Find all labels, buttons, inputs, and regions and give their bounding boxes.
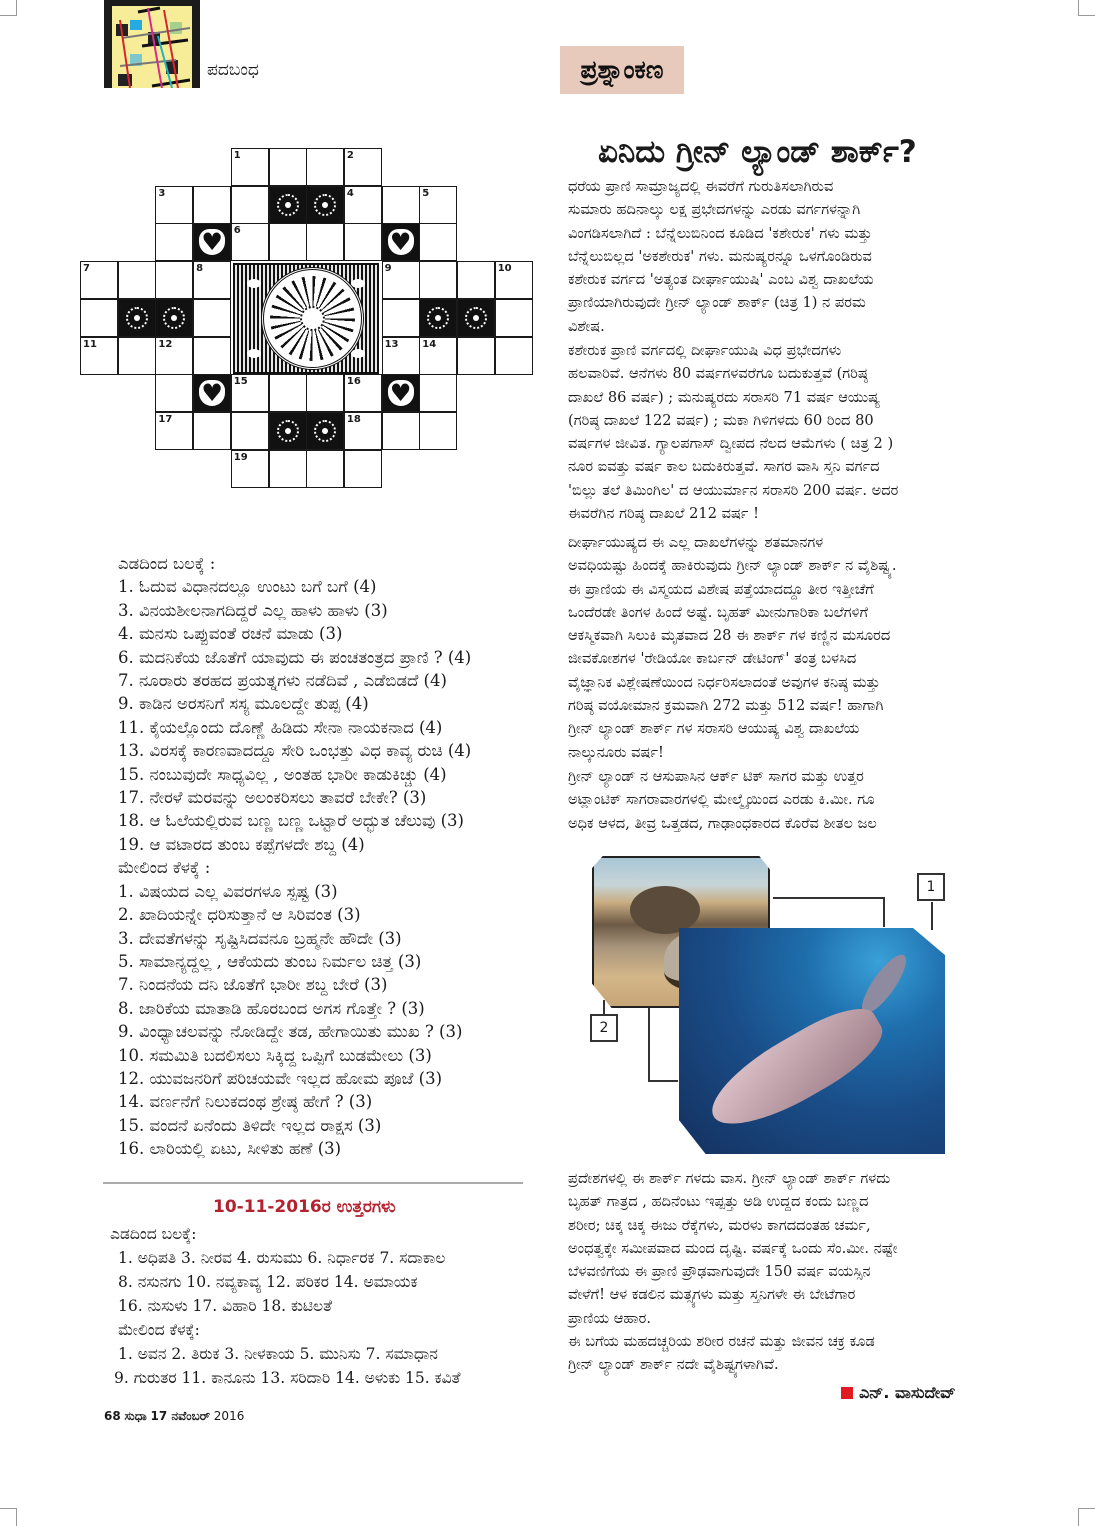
mandala-pattern	[270, 276, 355, 361]
crossword-cell[interactable]	[419, 412, 457, 450]
article-paragraph	[568, 765, 998, 835]
section-heading: ಪ್ರಶ್ನಾಂಕಣ	[560, 46, 684, 94]
clue: 13. ವಿರಸಕ್ಕೆ ಕಾರಣವಾದದ್ದೂ ಸೇರಿ ಒಂಭತ್ತು ವಿಧ ಕಾವ್ಯ ರುಚಿ (4)	[118, 741, 472, 761]
crossword-cell[interactable]	[193, 186, 231, 224]
cell-number: 11	[83, 338, 97, 350]
cell-number: 10	[497, 263, 512, 275]
flower-icon	[277, 194, 299, 216]
crop-mark	[1078, 1508, 1095, 1526]
clue: 7. ನಿಂದನೆಯ ದನಿ ಜೊತೆಗೆ ಭಾರೀ ಶಬ್ದ ಬೇರೆ (3)	[118, 975, 388, 995]
text-line: ಗ್ರೀನ್ ಲ್ಯಾಂಡ್ ಶಾರ್ಕ್ ನದೇ ವೈಶಿಷ್ಟ್ಯಗಳಾಗಿವೆ.	[568, 1356, 779, 1374]
text-line: ಹಲವಾರಿವೆ. ಆನೆಗಳು 80 ವರ್ಷಗಳವರೆಗೂ ಬದುಕುತ್ತವೆ (ಗರಿಷ್ಠ	[568, 365, 868, 383]
crossword-cell[interactable]	[419, 374, 457, 412]
crossword-cell[interactable]	[155, 223, 193, 261]
answers-line: 1. ಅಧಿಪತಿ 3. ನೀರವ 4. ರುಸುಮು 6. ನಿರ್ಧಾರಕ 7. ಸದಾಕಾಲ	[118, 1249, 446, 1267]
text-line: ಬೆಳವಣಿಗೆಯ ಈ ಪ್ರಾಣಿ ಪ್ರೌಢವಾಗುವುದೇ 150 ವರ್ಷ ವಯಸ್ಸಿನ	[568, 1263, 871, 1281]
answers-line: 1. ಅವನ 2. ತಿರುಕ 3. ನೀಳಕಾಯ 5. ಮುನಿಸು 7. ಸಮಾಧಾನ	[118, 1345, 438, 1363]
clue: 17. ನೇರಳೆ ಮರವನ್ನು ಅಲಂಕರಿಸಲು ತಾವರೆ ಬೇಕೇ? (3)	[118, 788, 427, 808]
mandala-core	[300, 306, 325, 331]
figure-label-2: 2	[590, 1014, 618, 1042]
crossword-block	[269, 186, 307, 224]
clue-heading: ಎಡದಿಂದ ಬಲಕ್ಕೆ :	[118, 554, 216, 573]
crossword-cell[interactable]	[344, 374, 382, 412]
crossword-cell[interactable]	[231, 412, 269, 450]
crossword-cell[interactable]	[382, 299, 420, 337]
text-line: ಪ್ರಾಣಿಯ ಆಹಾರ.	[568, 1309, 652, 1327]
cell-number: 14	[422, 338, 437, 350]
text-line: ಗ್ರೀನ್ ಲ್ಯಾಂಡ್ ನ ಆಸುಪಾಸಿನ ಆರ್ಕ್ ಟಿಕ್ ಸಾಗರ ಮತ್ತು ಉತ್ತರ	[568, 768, 864, 785]
mandala-disc	[261, 267, 364, 370]
crossword-cell[interactable]	[306, 374, 344, 412]
crossword-block	[306, 412, 344, 450]
flower-icon	[314, 194, 336, 216]
crossword-cell[interactable]	[457, 337, 495, 375]
text-line: ಈ ಪ್ರಾಣಿಯ ಈ ವಿಸ್ಮಯದ ವಿಶೇಷ ಪತ್ತೆಯಾದದ್ದೂ ತೀರ ಇತ್ತೀಚೆಗೆ	[568, 580, 874, 598]
crossword-block	[457, 299, 495, 337]
clue: 4. ಮನಸು ಒಪ್ಪುವಂತೆ ರಚನೆ ಮಾಡು (3)	[118, 624, 343, 644]
author-name: ಎನ್. ವಾಸುದೇವ್	[859, 1383, 956, 1402]
answers-heading: ಮೇಲಿಂದ ಕೆಳಕ್ಕೆ:	[118, 1321, 200, 1339]
cell-number: 15	[233, 376, 248, 388]
text-line: ಅಟ್ಲಾಂಟಿಕ್ ಸಾಗರಾವಾರಗಳಲ್ಲಿ ಮೇಲ್ಮೈಯಿಂದ ಎರಡು ಕಿ.ಮೀ. ಗೂ	[568, 791, 875, 809]
clue: 1. ವಿಷಯದ ಎಲ್ಲ ವಿವರಗಳೂ ಸ್ಪಷ್ಟ (3)	[118, 881, 338, 901]
text-line: ಅಂಧತ್ವಕ್ಕೇ ಸಮೀಪವಾದ ಮಂದ ದೃಷ್ಟಿ. ವರ್ಷಕ್ಕೆ ಒಂದು ಸೆಂ.ಮೀ. ನಷ್ಟೇ	[568, 1239, 898, 1257]
text-line: ನಾಲ್ಕುನೂರು ವರ್ಷ!	[568, 743, 664, 761]
crossword-cell[interactable]	[344, 223, 382, 261]
cell-number: 6	[233, 225, 241, 237]
clue: 16. ಲಾರಿಯಲ್ಲಿ ಏಟು, ಸೀಳಿತು ಹಣೆ (3)	[118, 1139, 342, 1159]
heart-icon: ♥	[199, 229, 225, 255]
crossword-cell[interactable]	[80, 261, 118, 299]
text-line: ಪ್ರದೇಶಗಳಲ್ಲಿ ಈ ಶಾರ್ಕ್ ಗಳದು ವಾಸ. ಗ್ರೀನ್ ಲ್ಯಾಂಡ್ ಶಾರ್ಕ್ ಗಳದು	[568, 1170, 891, 1187]
crossword-cell[interactable]	[231, 374, 269, 412]
page-footer	[104, 1409, 244, 1424]
clue: 3. ವಿನಯಶೀಲನಾಗದಿದ್ದರೆ ಎಲ್ಲ ಹಾಳು ಹಾಳು (3)	[118, 600, 388, 620]
clue: 9. ಕಾಡಿನ ಅರಸನಿಗೆ ಸಸ್ಯ ಮೂಲದ್ದೇ ತುಪ್ಪ (4)	[118, 694, 369, 714]
cell-number: 13	[384, 338, 399, 350]
crossword-logo-icon	[104, 0, 200, 88]
text-line: ದೀರ್ಘಾಯುಷ್ಯದ ಈ ಎಲ್ಲ ದಾಖಲೆಗಳನ್ನು ಶತಮಾನಗಳ	[568, 534, 824, 551]
cell-number: 19	[233, 451, 248, 463]
text-line: ಈವರೆಗಿನ ಗರಿಷ್ಠ ದಾಖಲೆ 212 ವರ್ಷ !	[568, 505, 759, 523]
cell-number: 17	[158, 413, 173, 425]
across-clues	[118, 552, 471, 1161]
crossword-cell[interactable]	[231, 450, 269, 488]
connector-line	[773, 897, 883, 899]
article-paragraph	[568, 531, 998, 764]
text-line: ಗ್ರೀನ್ ಲ್ಯಾಂಡ್ ಶಾರ್ಕ್ ಗಳ ಸರಾಸರಿ ಆಯುಷ್ಯ ವಿಶ್ವ ದಾಖಲೆಯ	[568, 720, 860, 738]
crossword-cell[interactable]	[118, 261, 156, 299]
text-line: ಶರೀರ; ಚಿಕ್ಕ ಚಿಕ್ಕ ಈಜು ರೆಕ್ಕೆಗಳು, ಮರಳು ಕಾಗದದಂತಹ ಚರ್ಮ,	[568, 1216, 871, 1234]
crossword-block	[155, 299, 193, 337]
crossword-cell[interactable]	[419, 223, 457, 261]
flower-icon	[277, 420, 299, 442]
clue: 15. ನಂಬುವುದೇ ಸಾಧ್ಯವಿಲ್ಲ , ಅಂತಹ ಭಾರೀ ಕಾಡುಕಿಚ್ಚು (4)	[118, 764, 447, 784]
crossword-cell[interactable]	[457, 261, 495, 299]
text-line: ಕಶೇರುಕ ವರ್ಗದ 'ಅತ್ಯಂತ ದೀರ್ಘಾಯುಷಿ' ಎಂಬ ವಿಶ್ವ ದಾಖಲೆಯ	[568, 271, 874, 289]
oval-icon	[351, 279, 365, 288]
crossword-block	[382, 223, 420, 261]
clue: 1. ಓದುವ ವಿಧಾನದಲ್ಲೂ ಉಂಟು ಬಗೆ ಬಗೆ (4)	[118, 577, 377, 597]
text-line: ವೇಳೆಗೆ! ಆಳ ಕಡಲಿನ ಮತ್ಸ್ಯಗಳು ಮತ್ತು ಸ್ತನಿಗಳೇ ಈ ಬೇಟೆಗಾರ	[568, 1286, 856, 1304]
text-line: ವರ್ಷಗಳ ಜೀವಿತ. ಗ್ಯಾಲಪಗಾಸ್ ದ್ವೀಪದ ನೆಲದ ಆಮೆಗಳು ( ಚಿತ್ರ 2 )	[568, 435, 894, 453]
stripe-pattern	[235, 265, 377, 372]
crossword-cell[interactable]	[306, 450, 344, 488]
shark-body	[698, 995, 894, 1144]
crossword-block	[118, 299, 156, 337]
crossword-cell[interactable]	[193, 261, 231, 299]
text-line: ಅವಧಿಯಷ್ಟು ಹಿಂದಕ್ಕೆ ಹಾಕಿರುವುದು ಗ್ರೀನ್ ಲ್ಯಾಂಡ್ ಶಾರ್ಕ್ ನ ವೈಶಿಷ್ಟ್ಯ.	[568, 557, 897, 575]
cell-number: 9	[384, 263, 392, 275]
cell-number: 4	[346, 187, 354, 199]
divider	[103, 1182, 523, 1184]
crossword-cell[interactable]	[382, 261, 420, 299]
connector-line	[648, 1080, 678, 1082]
cell-number: 16	[346, 376, 361, 388]
crossword-cell[interactable]	[193, 299, 231, 337]
oval-icon	[351, 349, 365, 358]
magazine-name: ಸುಧಾ	[124, 1409, 147, 1423]
text-line: ವಿಂಗಡಿಸಲಾಗಿದೆ : ಬೆನ್ನೆಲುಬಿನಿಂದ ಕೂಡಿದ 'ಕಶೇರುಕ' ಗಳು ಮತ್ತು	[568, 224, 872, 242]
crossword-cell[interactable]	[269, 148, 307, 186]
text-line: ಬೃಹತ್ ಗಾತ್ರದ , ಹದಿನೆಂಟು ಇಪ್ಪತ್ತು ಅಡಿ ಉದ್ದದ ಕಂದು ಬಣ್ಣದ	[568, 1193, 869, 1211]
page-number: 68	[104, 1409, 121, 1423]
text-line: ದಾಖಲೆ 86 ವರ್ಷ) ; ಮನುಷ್ಯರದು ಸರಾಸರಿ 71 ವರ್ಷ ಆಯುಷ್ಯ	[568, 388, 881, 406]
crossword-cell[interactable]	[231, 223, 269, 261]
crossword-cell[interactable]	[80, 337, 118, 375]
text-line: ಬೆನ್ನೆಲುಬಿಲ್ಲದ 'ಅಕಶೇರುಕ' ಗಳು. ಮನುಷ್ಯರನ್ನೂ ಒಳಗೊಂಡಿರುವ	[568, 247, 872, 265]
crossword-block	[382, 374, 420, 412]
tortoise-head	[630, 886, 700, 934]
crossword-cell[interactable]	[382, 337, 420, 375]
crossword-cell[interactable]	[495, 299, 533, 337]
text-line: ವಿಶೇಷ.	[568, 317, 605, 335]
answers-title: 10-11-2016ರ ಉತ್ತರಗಳು	[213, 1197, 396, 1217]
clue: 9. ವಿಂಧ್ಯಾಚಲವನ್ನು ನೋಡಿದ್ದೇ ತಡ, ಹೇಗಾಯಿತು ಮುಖ ? (3)	[118, 1022, 463, 1042]
text-line: ಕಶೇರುಕ ಪ್ರಾಣಿ ವರ್ಗದಲ್ಲಿ ದೀರ್ಘಾಯುಷಿ ವಿಧ ಪ್ರಭೇದಗಳು	[568, 342, 842, 359]
text-line: ಈ ಬಗೆಯ ಮಹದಚ್ಚರಿಯ ಶರೀರ ರಚನೆ ಮತ್ತು ಜೀವನ ಚಕ್ರ ಕೂಡ	[568, 1333, 875, 1350]
cell-number: 8	[196, 263, 204, 275]
crossword-cell[interactable]	[344, 148, 382, 186]
section-label: ಪದಬಂಧ	[207, 60, 259, 80]
crossword-cell[interactable]	[193, 337, 231, 375]
crossword-cell[interactable]	[269, 450, 307, 488]
clue: 7. ನೂರಾರು ತರಹದ ಪ್ರಯತ್ನಗಳು ನಡೆದಿವೆ , ಎಡೆಬಿಡದೆ (4)	[118, 671, 447, 691]
article-paragraph	[568, 1167, 998, 1330]
crossword-cell[interactable]	[155, 374, 193, 412]
oval-icon	[247, 349, 261, 358]
crossword-cell[interactable]	[495, 337, 533, 375]
text-line: ಜೀವಕೋಶಗಳ 'ರೇಡಿಯೋ ಕಾರ್ಬನ್ ಡೇಟಿಂಗ್' ತಂತ್ರ ಬಳಸಿದ	[568, 650, 857, 668]
article-paragraph	[568, 339, 998, 525]
cell-number: 18	[346, 413, 361, 425]
crossword-cell[interactable]	[344, 186, 382, 224]
text-line: ಸುಮಾರು ಹದಿನಾಲ್ಕು ಲಕ್ಷ ಪ್ರಭೇದಗಳನ್ನು ಎರಡು ವರ್ಗಗಳನ್ನಾಗಿ	[568, 201, 861, 219]
crossword-cell[interactable]	[306, 223, 344, 261]
crop-mark	[0, 0, 17, 16]
connector-line	[603, 1000, 605, 1014]
clue: 5. ಸಾಮಾನ್ಯದ್ದಲ್ಲ , ಆಕೆಯದು ತುಂಬ ನಿರ್ಮಲ ಚಿತ್ತ (3)	[118, 951, 422, 971]
text-line: ಅಧಿಕ ಆಳದ, ತೀವ್ರ ಒತ್ತಡದ, ಗಾಢಾಂಧಕಾರದ ಕೊರೆವ ಶೀತಲ ಜಲ	[568, 814, 877, 832]
answers-line: 16. ನುಸುಳು 17. ವಿಹಾರಿ 18. ಕುಟಿಲತೆ	[118, 1297, 332, 1315]
clue: 8. ಜಾರಿಕೆಯ ಮಾತಾಡಿ ಹೊರಬಂದ ಅಗಸ ಗೊತ್ತೇ ? (3)	[118, 998, 425, 1018]
cell-number: 12	[158, 338, 173, 350]
crossword-cell[interactable]	[155, 186, 193, 224]
answers-block	[110, 1222, 460, 1390]
crossword-cell[interactable]	[306, 148, 344, 186]
cell-number: 2	[346, 150, 354, 161]
crossword-cell[interactable]	[231, 148, 269, 186]
heart-icon: ♥	[388, 380, 414, 406]
crossword-cell[interactable]	[495, 261, 533, 299]
article-paragraph	[568, 1330, 998, 1377]
crossword-cell[interactable]	[118, 337, 156, 375]
connector-line	[648, 1008, 650, 1080]
crossword-cell[interactable]	[382, 412, 420, 450]
text-line: ಆಕಸ್ಮಿಕವಾಗಿ ಸಿಲುಕಿ ಮೃತವಾದ 28 ಈ ಶಾರ್ಕ್ ಗಳ ಕಣ್ಣಿನ ಮಸೂರದ	[568, 627, 891, 645]
crossword-block	[306, 186, 344, 224]
figure-label-1: 1	[917, 873, 945, 901]
text-line: 'ಬಿಲ್ಲು ತಲೆ ತಿಮಿಂಗಿಲ' ದ ಆಯುರ್ಮಾನ ಸರಾಸರಿ 200 ವರ್ಷ. ಅದರ	[568, 481, 899, 499]
answers-line: 9. ಗುರುತರ 11. ಕಾನೂನು 13. ಸರಿದಾರಿ 14. ಅಳುಕು 15. ಕವಿತೆ	[114, 1369, 461, 1387]
crossword-block	[269, 412, 307, 450]
clue: 6. ಮದನಿಕೆಯ ಜೊತೆಗೆ ಯಾವುದು ಈ ಪಂಚತಂತ್ರದ ಪ್ರಾಣಿ ? (4)	[118, 647, 472, 667]
crossword-cell[interactable]	[419, 337, 457, 375]
cell-number: 1	[233, 150, 241, 161]
crossword-cell[interactable]	[193, 412, 231, 450]
issue-year: 2016	[213, 1409, 245, 1423]
clue: 10. ಸಮಮಿತಿ ಬದಲಿಸಲು ಸಿಕ್ಕಿದ್ದ ಒಪ್ಪಿಗೆ ಬುಡಮೇಲು (3)	[118, 1045, 432, 1065]
issue-date: 17 ನವೆಂಬರ್	[150, 1409, 210, 1423]
clue-heading: ಮೇಲಿಂದ ಕೆಳಕ್ಕೆ :	[118, 858, 211, 878]
cell-number: 3	[158, 187, 166, 199]
crossword-block	[193, 374, 231, 412]
text-line: ಒಂದೆರಡೇ ತಿಂಗಳ ಹಿಂದೆ ಅಷ್ಟೆ. ಬೃಹತ್ ಮೀನುಗಾರಿಕಾ ಬಲೆಗಳಿಗೆ	[568, 603, 869, 621]
crossword-cell[interactable]	[155, 412, 193, 450]
crossword-cell[interactable]	[155, 261, 193, 299]
flower-icon	[465, 307, 487, 329]
flower-icon	[314, 420, 336, 442]
crossword-cell[interactable]	[80, 299, 118, 337]
text-line: ನೂರ ಐವತ್ತು ವರ್ಷ ಕಾಲ ಬದುಕಿರುತ್ತವೆ. ಸಾಗರ ವಾಸಿ ಸ್ತನಿ ವರ್ಗದ	[568, 458, 880, 476]
flower-icon	[126, 307, 148, 329]
clue: 2. ಖಾದಿಯನ್ನೇ ಧರಿಸುತ್ತಾನೆ ಆ ಸಿರಿವಂತ (3)	[118, 905, 361, 925]
crop-mark	[1078, 0, 1095, 16]
article-paragraph	[568, 175, 998, 338]
answers-line: 8. ನಸುನಗು 10. ನವ್ಯಕಾವ್ಯ 12. ಪರಿಕರ 14. ಅಮಾಯಕ	[118, 1273, 418, 1291]
heart-icon: ♥	[388, 229, 414, 255]
shark-photo	[679, 928, 945, 1154]
oval-icon	[247, 279, 261, 288]
author-byline	[841, 1383, 956, 1403]
text-line: ಧರೆಯ ಪ್ರಾಣಿ ಸಾಮ್ರಾಜ್ಯದಲ್ಲಿ ಈವರೆಗೆ ಗುರುತಿಸಲಾಗಿರುವ	[568, 178, 834, 195]
red-square-icon	[841, 1387, 853, 1399]
crossword-cell[interactable]	[344, 450, 382, 488]
mandala-icon	[233, 263, 379, 374]
crossword-cell[interactable]	[382, 186, 420, 224]
cell-number: 5	[422, 187, 430, 199]
clue: 3. ದೇವತೆಗಳನ್ನು ಸೃಷ್ಟಿಸಿದವನೂ ಬ್ರಹ್ಮನೇ ಹೌದೇ (3)	[118, 928, 402, 948]
crossword-cell[interactable]	[419, 186, 457, 224]
cell-number: 7	[83, 263, 90, 275]
text-line: (ಗರಿಷ್ಠ ದಾಖಲೆ 122 ವರ್ಷ) ; ಮಕಾ ಗಿಳಿಗಳದು 60 ರಿಂದ 80	[568, 411, 874, 429]
connector-line	[883, 897, 885, 927]
text-line: ಪ್ರಾಣಿಯಾಗಿರುವುದೇ ಗ್ರೀನ್ ಲ್ಯಾಂಡ್ ಶಾರ್ಕ್ (ಚಿತ್ರ 1) ನ ಪರಮ	[568, 294, 866, 312]
text-line: ವೈಜ್ಞಾನಿಕ ವಿಶ್ಲೇಷಣೆಯಿಂದ ನಿರ್ಧರಿಸಲಾದಂತೆ ಅವುಗಳ ಕನಿಷ್ಠ ಮತ್ತು	[568, 673, 881, 691]
crop-mark	[0, 1508, 17, 1526]
clue: 19. ಆ ವಟಾರದ ತುಂಬ ಕಪ್ಪೆಗಳದೇ ಶಬ್ದ (4)	[118, 834, 365, 854]
clue: 12. ಯುವಜನರಿಗೆ ಪರಿಚಯವೇ ಇಲ್ಲದ ಹೋಮ ಪೂಜೆ (3)	[118, 1068, 443, 1088]
crossword-cell[interactable]	[344, 412, 382, 450]
connector-line	[931, 902, 933, 930]
crossword-cell[interactable]	[155, 337, 193, 375]
crossword-cell[interactable]	[269, 223, 307, 261]
clue: 18. ಆ ಓಲೆಯಲ್ಲಿರುವ ಬಣ್ಣ ಬಣ್ಣ ಒಟ್ಟಾರೆ ಅದ್ಭುತ ಚೆಲುವು (3)	[118, 811, 464, 831]
clue: 14. ವರ್ಣನೆಗೆ ನಿಲುಕದಂಥ ಶ್ರೇಷ್ಠ ಹೇಗೆ ? (3)	[118, 1092, 373, 1112]
crossword-cell[interactable]	[419, 261, 457, 299]
clue: 15. ವಂದನೆ ಏನೆಂದು ತಿಳಿದೇ ಇಲ್ಲದ ರಾಕ್ಷಸ (3)	[118, 1115, 382, 1135]
crossword-cell[interactable]	[231, 186, 269, 224]
article-title: ಏನಿದು ಗ್ರೀನ್ ಲ್ಯಾಂಡ್ ಶಾರ್ಕ್?	[598, 134, 917, 170]
crossword-block	[419, 299, 457, 337]
flower-icon	[427, 307, 449, 329]
crossword-block	[193, 223, 231, 261]
text-line: ಗರಿಷ್ಠ ವಯೋಮಾನ ಕ್ರಮವಾಗಿ 272 ಮತ್ತು 512 ವರ್ಷ! ಹಾಗಾಗಿ	[568, 697, 884, 715]
heart-icon: ♥	[199, 380, 225, 406]
answers-heading: ಎಡದಿಂದ ಬಲಕ್ಕೆ:	[110, 1225, 197, 1243]
crossword-cell[interactable]	[269, 374, 307, 412]
clue: 11. ಕೈಯಲ್ಲೊಂದು ದೊಣ್ಣೆ ಹಿಡಿದು ಸೇನಾ ನಾಯಕನಾದ (4)	[118, 717, 443, 737]
flower-icon	[163, 307, 185, 329]
